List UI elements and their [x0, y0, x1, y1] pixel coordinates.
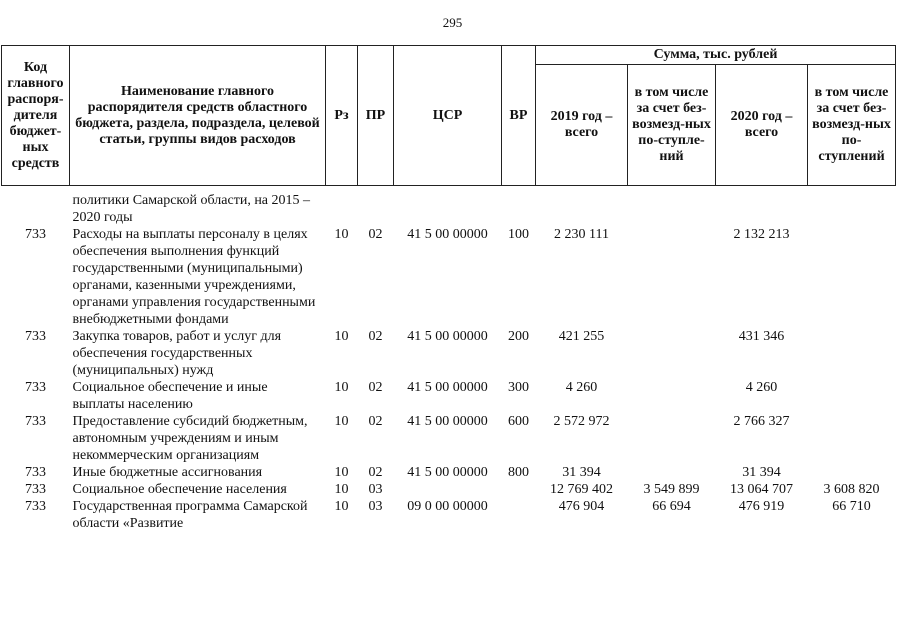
row-name: Социальное обеспечение населения	[72, 482, 287, 497]
row-csr	[394, 192, 502, 226]
row-csr: 41 5 00 00000	[407, 227, 488, 242]
row-csr	[394, 481, 502, 498]
row-2019-total: 421 255	[558, 329, 605, 344]
row-2020-total: 4 260	[745, 380, 778, 395]
row-pr: 02	[368, 414, 383, 429]
row-2019-grants	[628, 464, 716, 481]
row-pr: 03	[368, 499, 383, 514]
row-2019-grants	[628, 226, 716, 328]
row-rz: 10	[334, 227, 349, 242]
row-2019-total: 4 260	[565, 380, 598, 395]
row-2020-grants: 66 710	[832, 499, 871, 514]
row-csr: 41 5 00 00000	[407, 329, 488, 344]
row-rz: 10	[334, 329, 349, 344]
table-row	[2, 328, 896, 379]
row-2019-grants: 3 549 899	[643, 482, 700, 497]
row-2020-grants	[808, 328, 896, 379]
row-2019-total	[536, 192, 628, 226]
row-rz: 10	[334, 380, 349, 395]
row-name: Социальное обеспечение и иные выплаты населению	[72, 380, 268, 412]
row-pr: 02	[368, 329, 383, 344]
table-header	[2, 46, 896, 186]
row-code: 733	[25, 414, 46, 429]
header-name: Наименование главного распорядителя средств областного бюджета, раздела, подраздела, целевой статьи, группы видов расходов	[70, 46, 326, 186]
row-code: 733	[25, 329, 46, 344]
row-name: Государственная программа Самарской области «Развитие	[72, 499, 308, 531]
row-csr: 41 5 00 00000	[407, 465, 488, 480]
header-2020-grants: в том числе за счет без-возмезд-ных по-ступлений	[808, 65, 896, 186]
table-row	[2, 481, 896, 498]
row-pr	[358, 192, 394, 226]
row-2020-grants	[808, 379, 896, 413]
row-csr: 41 5 00 00000	[407, 380, 488, 395]
row-vr: 800	[508, 465, 529, 480]
row-code: 733	[25, 482, 46, 497]
row-code: 733	[25, 380, 46, 395]
row-rz: 10	[334, 482, 349, 497]
table-row	[2, 192, 896, 226]
row-name: политики Самарской области, на 2015 – 2020 годы	[72, 193, 311, 225]
row-name: Предоставление субсидий бюджетным, автономным учреждениям и иным некоммерческим организациям	[72, 414, 308, 463]
row-2019-total: 2 572 972	[553, 414, 610, 429]
budget-table	[1, 45, 896, 532]
row-2019-grants	[628, 413, 716, 464]
row-pr: 03	[368, 482, 383, 497]
row-2020-total: 2 132 213	[733, 227, 790, 242]
row-pr: 02	[368, 227, 383, 242]
row-name: Закупка товаров, работ и услуг для обеспечения государственных (муниципальных) нужд	[72, 329, 282, 378]
row-2019-grants	[628, 192, 716, 226]
row-csr: 09 0 00 00000	[407, 499, 488, 514]
row-2020-total: 13 064 707	[730, 482, 793, 497]
header-pr: ПР	[358, 46, 394, 186]
row-2020-total: 476 919	[738, 499, 785, 514]
table-row	[2, 498, 896, 532]
row-code: 733	[25, 227, 46, 242]
table-row	[2, 413, 896, 464]
row-2020-total	[716, 192, 808, 226]
header-rz: Рз	[326, 46, 358, 186]
row-rz: 10	[334, 499, 349, 514]
row-2019-grants	[628, 328, 716, 379]
row-code: 733	[25, 465, 46, 480]
row-2019-total: 31 394	[562, 465, 601, 480]
row-2020-total: 431 346	[738, 329, 785, 344]
table-row	[2, 379, 896, 413]
header-2020-total: 2020 год – всего	[716, 65, 808, 186]
row-rz	[326, 192, 358, 226]
row-2020-total: 2 766 327	[733, 414, 790, 429]
header-csr: ЦСР	[394, 46, 502, 186]
row-name: Расходы на выплаты персоналу в целях обеспечения выполнения функций государственными (муниципальными) органами, казенными учреждениями, органами управления государственными внебюджетными фондами	[72, 227, 316, 327]
row-2019-total: 476 904	[558, 499, 605, 514]
row-vr: 600	[508, 414, 529, 429]
row-vr: 200	[508, 329, 529, 344]
header-2019-total: 2019 год – всего	[536, 65, 628, 186]
row-code	[2, 192, 70, 226]
row-2020-total: 31 394	[742, 465, 781, 480]
row-vr	[502, 498, 536, 532]
row-2019-grants: 66 694	[652, 499, 691, 514]
header-code: Код главного распоря-дителя бюджет-ных средств	[2, 46, 70, 186]
row-pr: 02	[368, 380, 383, 395]
row-2020-grants	[808, 413, 896, 464]
row-code: 733	[25, 499, 46, 514]
table-row	[2, 464, 896, 481]
row-2019-total: 12 769 402	[550, 482, 613, 497]
row-vr: 300	[508, 380, 529, 395]
header-sum-group: Сумма, тыс. рублей	[536, 46, 896, 65]
row-2019-grants	[628, 379, 716, 413]
header-2019-grants: в том числе за счет без-возмезд-ных по-ступле-ний	[628, 65, 716, 186]
row-vr	[502, 192, 536, 226]
row-2020-grants	[808, 192, 896, 226]
row-2020-grants	[808, 226, 896, 328]
row-name: Иные бюджетные ассигнования	[72, 465, 263, 480]
row-2020-grants: 3 608 820	[823, 482, 880, 497]
table-row	[2, 226, 896, 328]
header-vr: ВР	[502, 46, 536, 186]
row-vr: 100	[508, 227, 529, 242]
row-rz: 10	[334, 414, 349, 429]
page-number: 295	[442, 15, 463, 30]
row-2019-total: 2 230 111	[554, 227, 609, 242]
row-pr: 02	[368, 465, 383, 480]
row-2020-grants	[808, 464, 896, 481]
row-rz: 10	[334, 465, 349, 480]
table-body	[2, 186, 896, 533]
row-csr: 41 5 00 00000	[407, 414, 488, 429]
row-vr	[502, 481, 536, 498]
